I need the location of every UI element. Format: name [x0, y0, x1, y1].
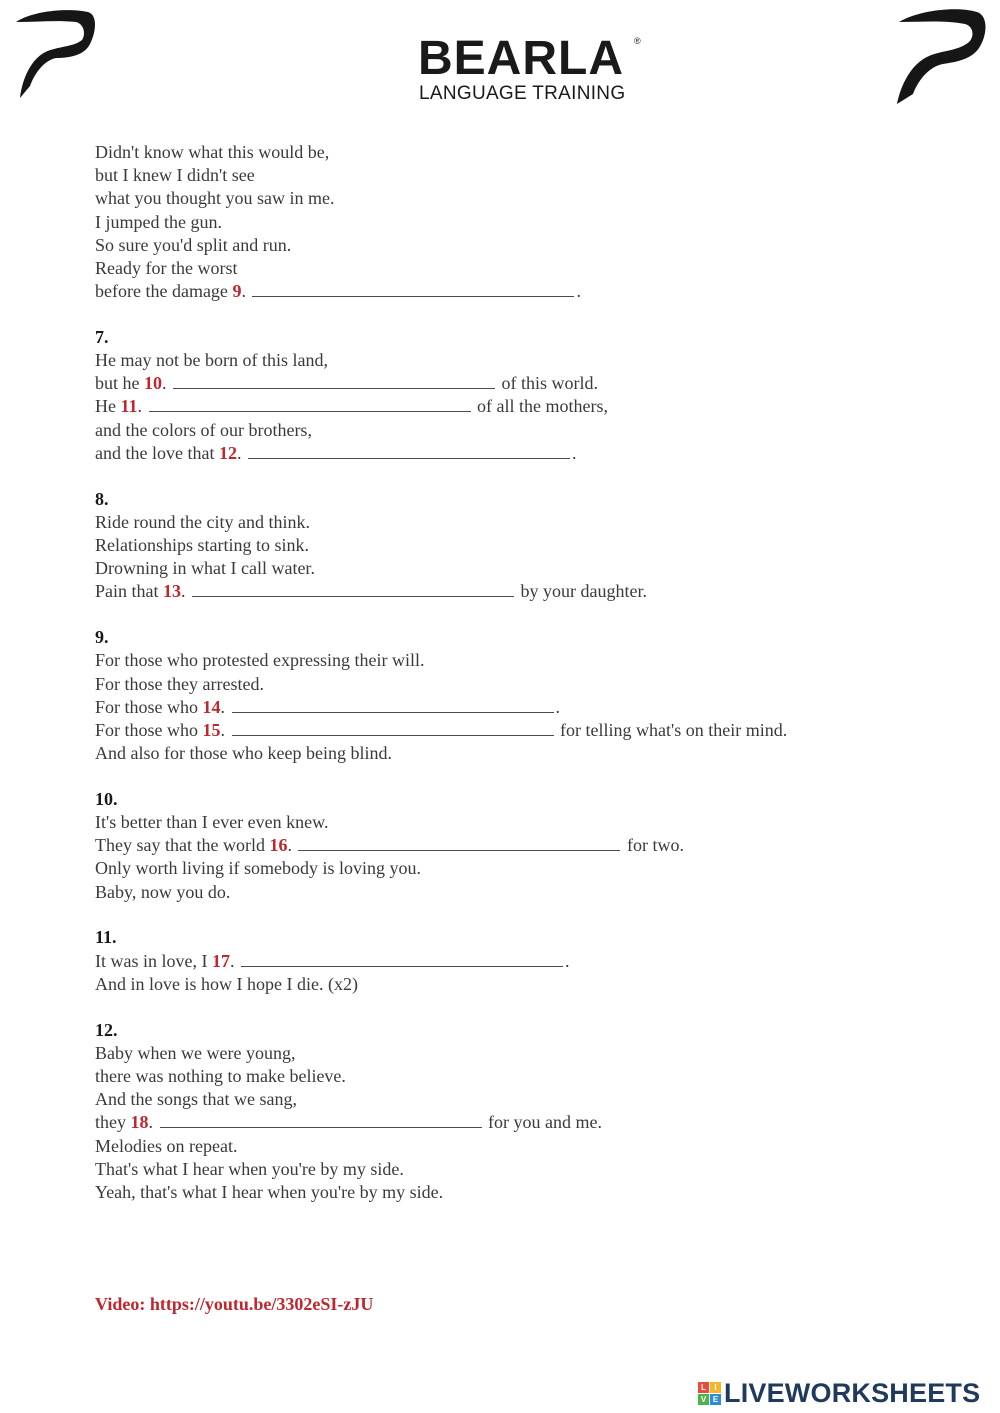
- brand-mark-right-icon: [893, 6, 987, 106]
- lyric-line: [95, 1111, 955, 1134]
- lyric-text: Baby when we were young,: [95, 1042, 296, 1063]
- lyric-text: It was in love, I: [95, 950, 212, 971]
- lyric-text: Drowning in what I call water.: [95, 558, 315, 579]
- lyric-text: For those they arrested.: [95, 673, 264, 694]
- lyric-text: .: [555, 696, 560, 717]
- lyric-text: And in love is how I hope I die. (x2): [95, 973, 358, 994]
- stanza-gap: [95, 303, 955, 326]
- lyric-text: Didn't know what this would be,: [95, 142, 330, 162]
- blank-number: 9: [232, 281, 242, 302]
- lyric-text: there was nothing to make believe.: [95, 1065, 346, 1086]
- lyric-text: for two.: [622, 835, 684, 856]
- lyric-line: [95, 419, 955, 442]
- answer-blank[interactable]: [298, 835, 620, 851]
- stanza-gap: [95, 465, 955, 488]
- answer-blank[interactable]: [232, 697, 554, 713]
- stanza-number: 12.: [95, 1019, 118, 1040]
- stanza-gap: [95, 604, 955, 627]
- lyric-text: It's better than I ever even knew.: [95, 812, 329, 833]
- lyric-text: before the damage: [95, 281, 233, 302]
- lyric-text: .: [148, 1112, 158, 1133]
- stanza: [95, 488, 955, 604]
- lyric-text: Ready for the worst: [95, 257, 238, 278]
- blank-number: 11: [120, 396, 138, 417]
- answer-blank[interactable]: [248, 443, 570, 459]
- brand-tagline: LANGUAGE TRAINING: [419, 83, 626, 104]
- badge-letter: L: [698, 1382, 709, 1393]
- liveworksheets-wordmark: LIVEWORKSHEETS: [724, 1377, 981, 1408]
- lyric-line: [95, 649, 955, 672]
- blank-number: 15: [202, 719, 221, 740]
- stanza: [95, 626, 955, 765]
- badge-letter: I: [710, 1382, 721, 1393]
- lyric-line: [95, 349, 955, 372]
- lyric-line: [95, 442, 955, 465]
- liveworksheets-logo: [698, 1377, 981, 1408]
- answer-blank[interactable]: [160, 1112, 482, 1128]
- lyric-line: [95, 696, 955, 719]
- lyric-text: Relationships starting to sink.: [95, 535, 309, 555]
- lyric-text: for you and me.: [483, 1112, 602, 1133]
- answer-blank[interactable]: [241, 951, 563, 967]
- lyric-line: [95, 211, 955, 234]
- lyric-text: they: [95, 1112, 131, 1133]
- stanza-gap: [95, 996, 955, 1019]
- lyric-text: of all the mothers,: [472, 396, 608, 417]
- stanza-number: 9.: [95, 627, 109, 648]
- lyric-text: That's what I hear when you're by my side.: [95, 1158, 404, 1179]
- badge-letter: E: [710, 1394, 721, 1405]
- lyric-text: .: [564, 950, 570, 971]
- lyric-line: [95, 1135, 955, 1158]
- lyric-text: .: [220, 719, 230, 740]
- brand-name: BEARLA: [418, 32, 624, 85]
- lyric-line: [95, 673, 955, 696]
- stanza: [95, 788, 955, 904]
- lyric-text: For those who: [95, 719, 203, 740]
- lyric-line: [95, 280, 955, 303]
- lyric-text: .: [576, 281, 581, 302]
- brand-logo: [418, 34, 648, 106]
- stanza-number: 7.: [95, 326, 109, 347]
- lyric-text: for telling what's on their mind.: [555, 719, 788, 740]
- lyric-text: For those who: [95, 696, 203, 717]
- blank-number: 16: [269, 835, 288, 856]
- lyric-line: [95, 1088, 955, 1111]
- liveworksheets-badge-icon: [698, 1382, 721, 1405]
- registered-mark: ®: [634, 36, 641, 46]
- lyric-line: [95, 395, 955, 418]
- blank-number: 12: [218, 442, 237, 463]
- lyric-line: [95, 881, 955, 904]
- answer-blank[interactable]: [252, 281, 574, 297]
- lyric-line: [95, 1065, 955, 1088]
- lyric-text: Melodies on repeat.: [95, 1135, 238, 1156]
- lyric-text: So sure you'd split and run.: [95, 234, 292, 255]
- stanza: [95, 326, 955, 465]
- lyric-line: [95, 557, 955, 580]
- lyric-line: [95, 234, 955, 257]
- lyric-text: They say that the world: [95, 835, 270, 856]
- lyric-line: [95, 580, 955, 603]
- lyric-line: [95, 511, 955, 534]
- lyric-line: [95, 187, 955, 210]
- lyric-line: [95, 834, 955, 857]
- lyric-text: what you thought you saw in me.: [95, 188, 335, 209]
- lyric-text: and the colors of our brothers,: [95, 419, 312, 440]
- lyric-text: And the songs that we sang,: [95, 1089, 297, 1110]
- lyric-line: [95, 534, 955, 557]
- answer-blank[interactable]: [149, 396, 471, 412]
- lyric-line: [95, 141, 955, 164]
- stanza: [95, 1019, 955, 1205]
- blank-number: 10: [144, 373, 162, 394]
- lyric-line: [95, 973, 955, 996]
- lyric-text: .: [162, 373, 171, 394]
- lyric-text: .: [137, 396, 147, 417]
- lyric-text: Ride round the city and think.: [95, 511, 310, 532]
- lyric-text: He: [95, 396, 121, 417]
- answer-blank[interactable]: [232, 720, 554, 736]
- lyric-text: For those who protested expressing their will.: [95, 650, 425, 671]
- lyric-text: And also for those who keep being blind.: [95, 743, 392, 764]
- lyric-line: [95, 742, 955, 765]
- stanza-gap: [95, 765, 955, 788]
- answer-blank[interactable]: [173, 373, 495, 389]
- lyric-line: [95, 857, 955, 880]
- blank-number: 18: [130, 1112, 149, 1133]
- stanza-number: 8.: [95, 488, 109, 509]
- blank-number: 13: [163, 581, 181, 602]
- lyrics-worksheet: [95, 141, 955, 1204]
- lyric-text: Yeah, that's what I hear when you're by my side.: [95, 1181, 444, 1202]
- brand-mark-left-icon: [12, 8, 96, 102]
- lyric-text: .: [181, 581, 190, 602]
- lyric-text: .: [571, 442, 577, 463]
- lyric-text: by your daughter.: [516, 581, 647, 602]
- lyric-text: Baby, now you do.: [95, 881, 231, 902]
- blank-number: 17: [211, 950, 230, 971]
- lyric-text: .: [236, 442, 246, 463]
- lyric-text: of this world.: [497, 373, 598, 394]
- lyric-line: [95, 257, 955, 280]
- lyric-text: .: [229, 950, 239, 971]
- lyric-text: .: [241, 281, 251, 302]
- blank-number: 14: [202, 696, 221, 717]
- lyric-line: [95, 811, 955, 834]
- lyric-line: [95, 1158, 955, 1181]
- lyric-line: [95, 950, 955, 973]
- badge-letter: V: [698, 1394, 709, 1405]
- lyric-text: Pain that: [95, 581, 163, 602]
- lyric-line: [95, 372, 955, 395]
- stanza: [95, 141, 955, 303]
- lyric-line: [95, 719, 955, 742]
- stanza: [95, 926, 955, 996]
- lyric-line: [95, 1181, 955, 1204]
- lyric-text: Only worth living if somebody is loving you.: [95, 858, 421, 879]
- lyric-text: He may not be born of this land,: [95, 350, 328, 371]
- stanza-number: 11.: [95, 927, 117, 948]
- stanza-gap: [95, 904, 955, 927]
- lyric-text: and the love that: [95, 442, 219, 463]
- lyric-text: .: [220, 696, 230, 717]
- lyric-line: [95, 164, 955, 187]
- lyric-text: but he: [95, 373, 144, 394]
- video-link[interactable]: Video: https://youtu.be/3302eSI-zJU: [95, 1294, 374, 1314]
- stanza-number: 10.: [95, 788, 118, 809]
- lyric-text: but I knew I didn't see: [95, 165, 255, 186]
- lyric-text: .: [287, 835, 297, 856]
- answer-blank[interactable]: [192, 581, 514, 597]
- lyric-line: [95, 1042, 955, 1065]
- lyric-text: I jumped the gun.: [95, 211, 222, 232]
